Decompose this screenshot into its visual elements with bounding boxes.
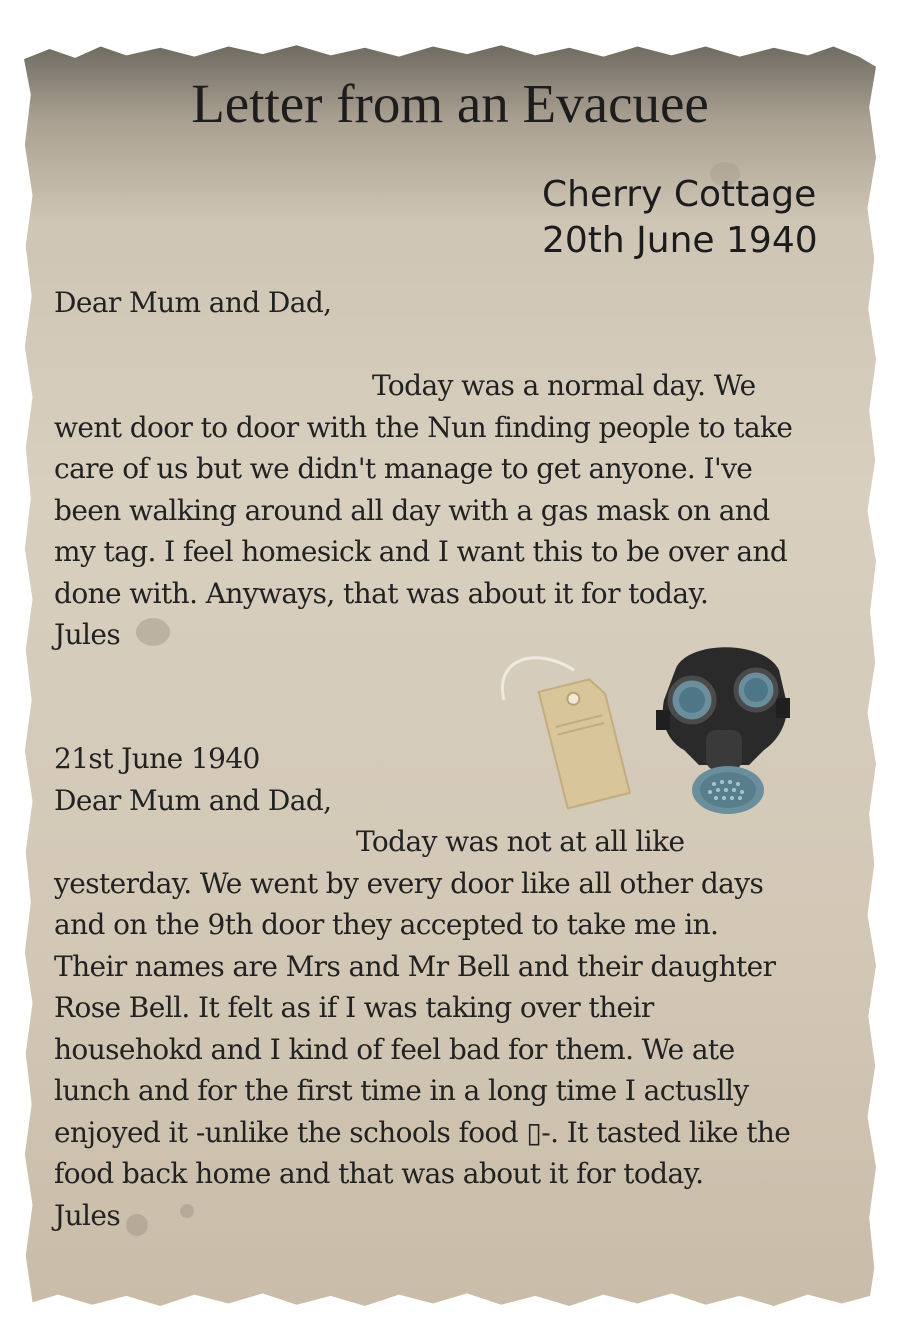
letter-one-line: Today was a normal day. We xyxy=(372,369,756,402)
page-title: Letter from an Evacuee xyxy=(191,73,709,134)
letter-one xyxy=(54,282,854,656)
letter-two-date: 21st June 1940 xyxy=(54,742,260,775)
letter-one-greeting: Dear Mum and Dad, xyxy=(54,286,332,319)
letter-one-signature: Jules xyxy=(54,618,121,651)
letter-two-line: Today was not at all like xyxy=(356,825,685,858)
letter-two-line: enjoyed it -unlike the schools food ▯-. It tasted like the xyxy=(54,1115,791,1149)
letter-one-line: my tag. I feel homesick and I want this to be over and xyxy=(54,535,788,568)
letter-one-line: been walking around all day with a gas mask on and xyxy=(54,493,770,527)
letter-two xyxy=(54,738,854,1236)
letter-two-line: lunch and for the first time in a long time I actuslly xyxy=(54,1074,749,1107)
letter-two-line: food back home and that was about it for today. xyxy=(54,1157,704,1190)
letter-one-line: done with. Anyways, that was about it for today. xyxy=(54,576,709,610)
letter-two-greeting: Dear Mum and Dad, xyxy=(54,783,332,817)
letter-one-line: went door to door with the Nun finding people to take xyxy=(54,410,793,444)
letter-two-line: and on the 9th door they accepted to take me in. xyxy=(54,908,719,941)
letter-two-line: Their names are Mrs and Mr Bell and their daughter xyxy=(54,949,776,983)
address-place: Cherry Cottage xyxy=(542,174,817,215)
address-block xyxy=(542,172,818,264)
address-date: 20th June 1940 xyxy=(542,220,818,261)
letter-one-line: care of us but we didn't manage to get anyone. I've xyxy=(54,452,753,485)
letter-two-signature: Jules xyxy=(54,1198,121,1232)
letter-two-line: Rose Bell. It felt as if I was taking over their xyxy=(54,991,654,1024)
letter-two-line: yesterday. We went by every door like all other days xyxy=(54,866,764,900)
letter-two-line: househokd and I kind of feel bad for them. We ate xyxy=(54,1032,735,1066)
